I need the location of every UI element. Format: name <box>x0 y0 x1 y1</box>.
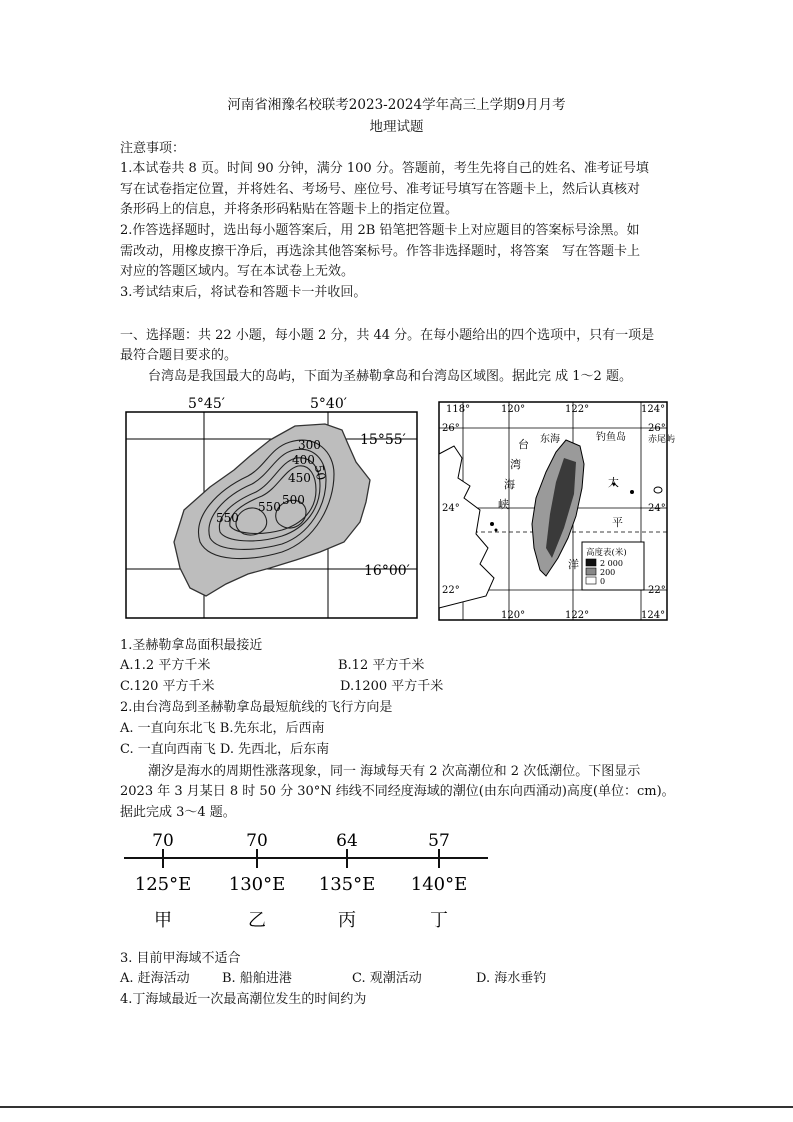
q2-stem: 2.由台湾岛到圣赫勒拿岛最短航线的飞行方向是 <box>120 700 393 715</box>
lat-label: 16°00′ <box>364 563 410 579</box>
legend-title: 高度表(米) <box>586 548 627 558</box>
notes-line: 对应的答题区域内。写在本试卷上无效。 <box>120 264 355 279</box>
saint-helena-map <box>120 392 425 624</box>
contour-label: 450 <box>288 471 311 485</box>
sea-area-name: 丁 <box>430 910 448 931</box>
section-heading: 一、选择题：共 22 小题，每小题 2 分，共 44 分。在每小题给出的四个选项中，只有一项是 <box>120 328 655 343</box>
notes-line: 需改动，用橡皮擦干净后，再选涂其他答案标号。作答非选择题时，将答案 写在答题卡上 <box>120 244 641 259</box>
lat-label: 22° <box>442 585 460 596</box>
tide-passage: 2023 年 3 月某日 8 时 50 分 30°N 纬线不同经度海域的潮位(由东向西涌动)高度(单位：cm)。 <box>120 784 675 799</box>
lon-label: 120° <box>501 610 526 621</box>
place-label: 赤尾屿 <box>648 435 676 445</box>
q3-option-c: C. 观潮活动 <box>352 971 422 986</box>
notes-line: 3.考试结束后，将试卷和答题卡一并收回。 <box>120 285 367 300</box>
notes-line: 条形码上的信息，并将条形码粘贴在答题卡上的指定位置。 <box>120 202 459 217</box>
place-label: 太 <box>608 476 619 489</box>
longitude-label: 135°E <box>318 874 376 895</box>
q3-option-d: D. 海水垂钓 <box>476 971 547 986</box>
lon-label: 122° <box>565 610 590 621</box>
exam-title: 河南省湘豫名校联考2023-2024学年高三上学期9月月考 <box>227 97 566 113</box>
q1-stem: 1.圣赫勒拿岛面积最接近 <box>120 638 263 653</box>
tide-value-label: 57 <box>428 831 450 851</box>
contour-label: 400 <box>292 453 315 467</box>
place-label: 海 <box>504 478 515 491</box>
sea-area-name: 甲 <box>154 910 172 931</box>
tide-passage: 潮汐是海水的周期性涨落现象，同一 海域每天有 2 次高潮位和 2 次低潮位。下图显示 <box>148 764 641 779</box>
lon-label: 124° <box>641 404 666 415</box>
longitude-label: 130°E <box>228 874 286 895</box>
lon-label: 122° <box>565 404 590 415</box>
sea-area-name: 丙 <box>338 910 356 931</box>
longitude-label: 140°E <box>410 874 468 895</box>
contour-label: 500 <box>282 493 305 507</box>
exam-subtitle: 地理试题 <box>369 119 424 135</box>
q2-options-cd: C. 一直向西南飞 D. 先西北，后东南 <box>120 742 330 757</box>
tide-value-label: 64 <box>336 831 358 851</box>
contour-label: 300 <box>298 438 321 452</box>
q4-stem: 4.丁海域最近一次最高潮位发生的时间约为 <box>120 992 367 1007</box>
contour-label: 550 <box>216 511 239 525</box>
sea-area-name: 乙 <box>248 910 266 931</box>
lon-label: 120° <box>501 404 526 415</box>
place-label: 湾 <box>510 458 521 471</box>
notes-line: 1.本试卷共 8 页。时间 90 分钟，满分 100 分。答题前，考生先将自己的姓名、准考证号填 <box>120 161 649 176</box>
q1-option-b: B.12 平方千米 <box>338 658 425 673</box>
lat-label: 26° <box>442 423 460 434</box>
q2-options-ab: A. 一直向东北飞 B.先东北，后西南 <box>120 721 325 736</box>
place-label: 洋 <box>568 558 579 571</box>
taiwan-map <box>436 398 676 624</box>
question-intro: 台湾岛是我国最大的岛屿，下面为圣赫勒拿岛和台湾岛区域图。据此完 成 1～2 题。 <box>148 369 632 384</box>
longitude-label: 125°E <box>134 874 192 895</box>
notes-line: 2.作答选择题时，选出每小题答案后，用 2B 铅笔把答题卡上对应题目的答案标号涂黑。如 <box>120 223 640 238</box>
lon-label: 118° <box>446 404 471 415</box>
place-label: 东海 <box>540 434 560 445</box>
lat-label: 24° <box>442 503 460 514</box>
section-heading-cont: 最符合题目要求的。 <box>120 348 238 363</box>
notes-heading: 注意事项： <box>120 141 186 156</box>
q1-option-c: C.120 平方千米 <box>120 679 215 694</box>
tide-value-label: 70 <box>152 831 174 851</box>
tide-value-label: 70 <box>246 831 268 851</box>
legend-item: 0 <box>600 577 606 586</box>
q1-option-a: A.1.2 平方千米 <box>120 658 211 673</box>
lon-label: 124° <box>641 610 666 621</box>
place-label: 钓鱼岛 <box>596 432 626 443</box>
tide-passage: 据此完成 3～4 题。 <box>120 805 236 820</box>
legend-item: 2 000 <box>600 559 623 568</box>
lat-label: 24° <box>648 503 666 514</box>
lat-label: 26° <box>648 423 666 434</box>
notes-line: 写在试卷指定位置，并将姓名、考场号、座位号、准考证号填写在答题卡上，然后认真核对 <box>120 182 641 197</box>
q3-option-b: B. 船舶进港 <box>222 971 292 986</box>
q3-stem: 3. 目前甲海域不适合 <box>120 951 241 966</box>
q1-option-d: D.1200 平方千米 <box>340 679 444 694</box>
tide-figure <box>120 826 495 934</box>
page-bottom-rule <box>0 1106 793 1108</box>
q3-option-a: A. 赶海活动 <box>120 971 190 986</box>
contour-label: 550 <box>258 500 281 514</box>
place-label: 平 <box>612 516 623 529</box>
contour-label: 50 <box>311 463 329 482</box>
legend-item: 200 <box>600 568 616 577</box>
place-label: 台 <box>518 438 529 451</box>
lon-label: 5°40′ <box>310 396 347 412</box>
map-legend <box>582 542 644 590</box>
place-label: 峡 <box>498 498 509 511</box>
lon-label: 5°45′ <box>188 396 225 412</box>
lat-label: 15°55′ <box>360 432 406 448</box>
lat-label: 22° <box>648 585 666 596</box>
